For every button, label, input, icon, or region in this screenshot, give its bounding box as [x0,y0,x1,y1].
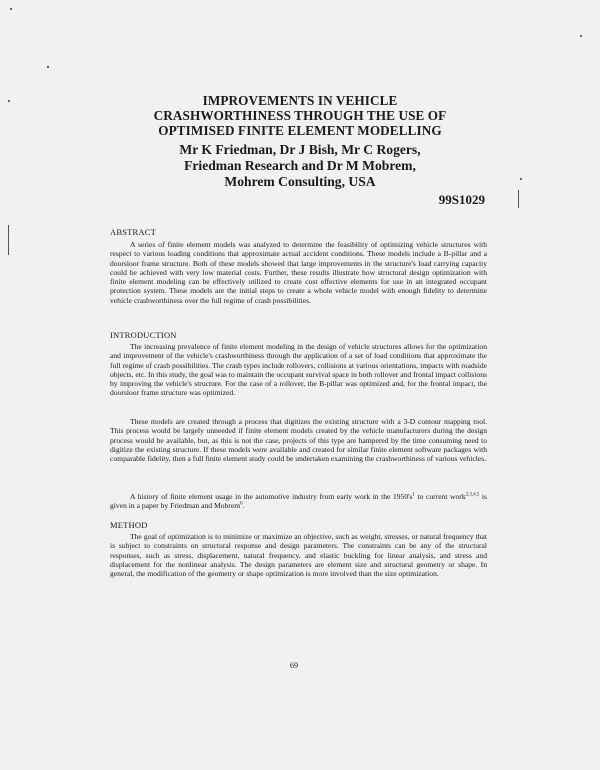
abstract-heading: ABSTRACT [110,227,156,237]
citation-marker: 6 [240,501,243,507]
page-number: 69 [290,661,298,670]
method-heading: METHOD [110,520,148,530]
scan-speck [520,178,522,180]
paper-title [100,93,500,138]
scan-line [518,190,519,208]
history-text: to current work [414,492,466,501]
paper-authors [100,142,500,190]
scan-speck [8,100,10,102]
scan-speck [47,66,49,68]
history-text: . [242,501,245,511]
title-line: IMPROVEMENTS IN VEHICLE [202,93,398,108]
history-paragraph [110,492,487,511]
author-line: Mohrem Consulting, USA [224,174,376,189]
paper-number: 99S1029 [438,192,485,207]
scan-speck [580,35,582,37]
introduction-paragraph: These models are created through a process that digitizes the existing structure with a 3-D contour mapping tool. This process would be largely unneeded if finite element models created by the vehicle manufacturers during the design process would be available, but, as this is not the case, projects of this type are hampered by the time consuming need to digitize the existing structure. If these models were available and created for similar finite element software packages with comparable fidelity, then a full finite element study could be undertaken examining the crashworthiness of various vehicles. [110,417,487,464]
title-line: OPTIMISED FINITE ELEMENT MODELLING [158,123,442,138]
scan-speck [10,8,12,10]
introduction-heading: INTRODUCTION [110,330,177,340]
scan-line [8,225,9,255]
history-text: A history of finite element usage in the automotive industry from early work in the 1950's [130,492,413,501]
history-text: is given in a paper by Friedman and Mobrem [110,492,487,511]
author-line: Friedman Research and Dr M Mobrem, [184,158,416,173]
method-text: The goal of optimization is to minimize or maximize an objective, such as weight, stresses, or natural frequency that is subject to constraints on structural response and design parameters. The constraints can be any of the structural responses, such as stress, displacement, natural frequency, and elastic buckling for linear analysis, and stress and displacement for the nonlinear analysis. The design parameters are element size and structural geometry or shape. In general, the modification of the geometry or shape optimization is more involved than the size optimization. [110,532,487,579]
title-line: CRASHWORTHINESS THROUGH THE USE OF [153,108,447,123]
author-line: Mr K Friedman, Dr J Bish, Mr C Rogers, [179,142,421,157]
citation-marker: 2,3,4,5 [465,492,480,498]
citation-marker: 1 [412,492,415,498]
introduction-paragraph: The increasing prevalence of finite element modeling in the design of vehicle structures allows for the optimization and improvement of the vehicle's crashworthiness through the application of a set of load conditions that approximate the full regime of crash possibilities. The crash types include rollovers, collisions at various orientations, impacts with roadside objects, etc. In this study, the goal was to maintain the occupant survival space in both rollover and frontal impact collisions by improving the vehicle's structure. For the case of a rollover, the B-pillar was optimized and, for the frontal impact, the doorsloor frame structure was optimized. [110,342,487,398]
abstract-text: A series of finite element models was analyzed to determine the feasibility of optimizing vehicle structures with respect to various loading conditions that approximate actual accident conditions. These models include a B-pillar and a doorsloor frame structure. Both of these models showed that large improvements in the structure's load carrying capacity could be achieved with very low material costs. Further, these results illustrate how structural design optimization with finite element modeling can be effectively utilized to create cost effective elements for use in an integrated occupant protection system. These models are the initial steps to create a whole vehicle model with enough fidelity to determine vehicle crashworthiness over the full regime of crash possibilities. [110,240,487,305]
